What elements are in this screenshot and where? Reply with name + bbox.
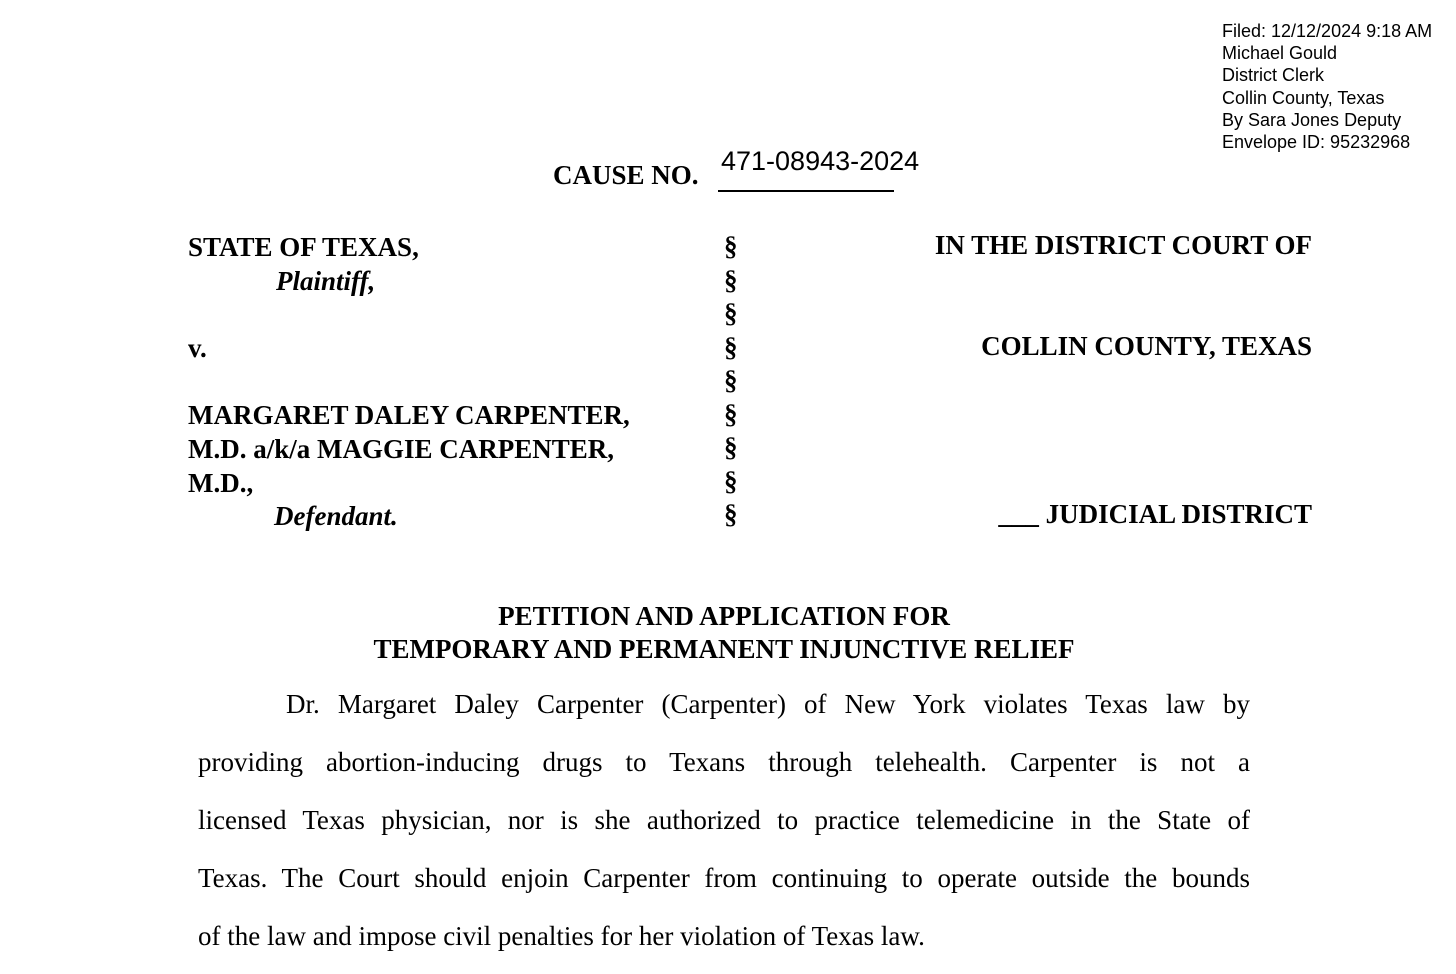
section-symbol-column bbox=[724, 230, 738, 532]
defendant-role: Defendant. bbox=[274, 501, 398, 531]
versus-label: v. bbox=[188, 333, 207, 363]
section-symbol: § bbox=[724, 298, 738, 328]
defendant-name-line3: M.D., bbox=[188, 468, 254, 498]
clerk-title: District Clerk bbox=[1222, 65, 1324, 86]
section-symbol: § bbox=[724, 398, 738, 429]
defendant-name-line2: M.D. a/k/a MAGGIE CARPENTER, bbox=[188, 434, 615, 464]
plaintiff-name: STATE OF TEXAS, bbox=[188, 232, 419, 262]
defendant-name-line1: MARGARET DALEY CARPENTER, bbox=[188, 400, 630, 430]
section-symbol: § bbox=[724, 465, 738, 496]
document-title-line2: TEMPORARY AND PERMANENT INJUNCTIVE RELIEF bbox=[373, 634, 1075, 664]
clerk-county: Collin County, Texas bbox=[1222, 87, 1385, 108]
filing-stamp bbox=[1222, 20, 1432, 153]
paragraph-line: Texas. The Court should enjoin Carpenter from continuing to operate outside the bounds bbox=[198, 863, 1250, 893]
paragraph-line: licensed Texas physician, nor is she authorized to practice telemedicine in the State of bbox=[198, 805, 1250, 835]
section-symbol: § bbox=[724, 264, 738, 295]
judicial-district: ___ JUDICIAL DISTRICT bbox=[998, 499, 1312, 529]
document-title-line1: PETITION AND APPLICATION FOR bbox=[498, 601, 950, 631]
paragraph-line: Dr. Margaret Daley Carpenter (Carpenter) of New York violates Texas law by bbox=[286, 689, 1250, 719]
document-title bbox=[300, 600, 1148, 666]
deputy-name: By Sara Jones Deputy bbox=[1222, 109, 1402, 130]
court-county: COLLIN COUNTY, TEXAS bbox=[981, 331, 1312, 361]
court-heading: IN THE DISTRICT COURT OF bbox=[934, 230, 1312, 260]
section-symbol: § bbox=[724, 499, 738, 529]
body-paragraph bbox=[198, 675, 1250, 965]
section-symbol: § bbox=[724, 231, 738, 261]
clerk-name: Michael Gould bbox=[1222, 43, 1338, 64]
cause-number: 471-08943-2024 bbox=[721, 146, 920, 176]
paragraph-line: of the law and impose civil penalties for her violation of Texas law. bbox=[198, 921, 925, 951]
section-symbol: § bbox=[724, 331, 738, 362]
envelope-id: Envelope ID: 95232968 bbox=[1222, 132, 1411, 153]
section-symbol: § bbox=[724, 432, 738, 462]
filed-date: Filed: 12/12/2024 9:18 AM bbox=[1222, 21, 1433, 41]
cause-label: CAUSE NO. bbox=[553, 160, 699, 190]
paragraph-line: providing abortion-inducing drugs to Texans through telehealth. Carpenter is not a bbox=[198, 747, 1250, 777]
cause-number-underline bbox=[718, 190, 894, 192]
plaintiff-role: Plaintiff, bbox=[276, 266, 376, 296]
section-symbol: § bbox=[724, 365, 738, 395]
